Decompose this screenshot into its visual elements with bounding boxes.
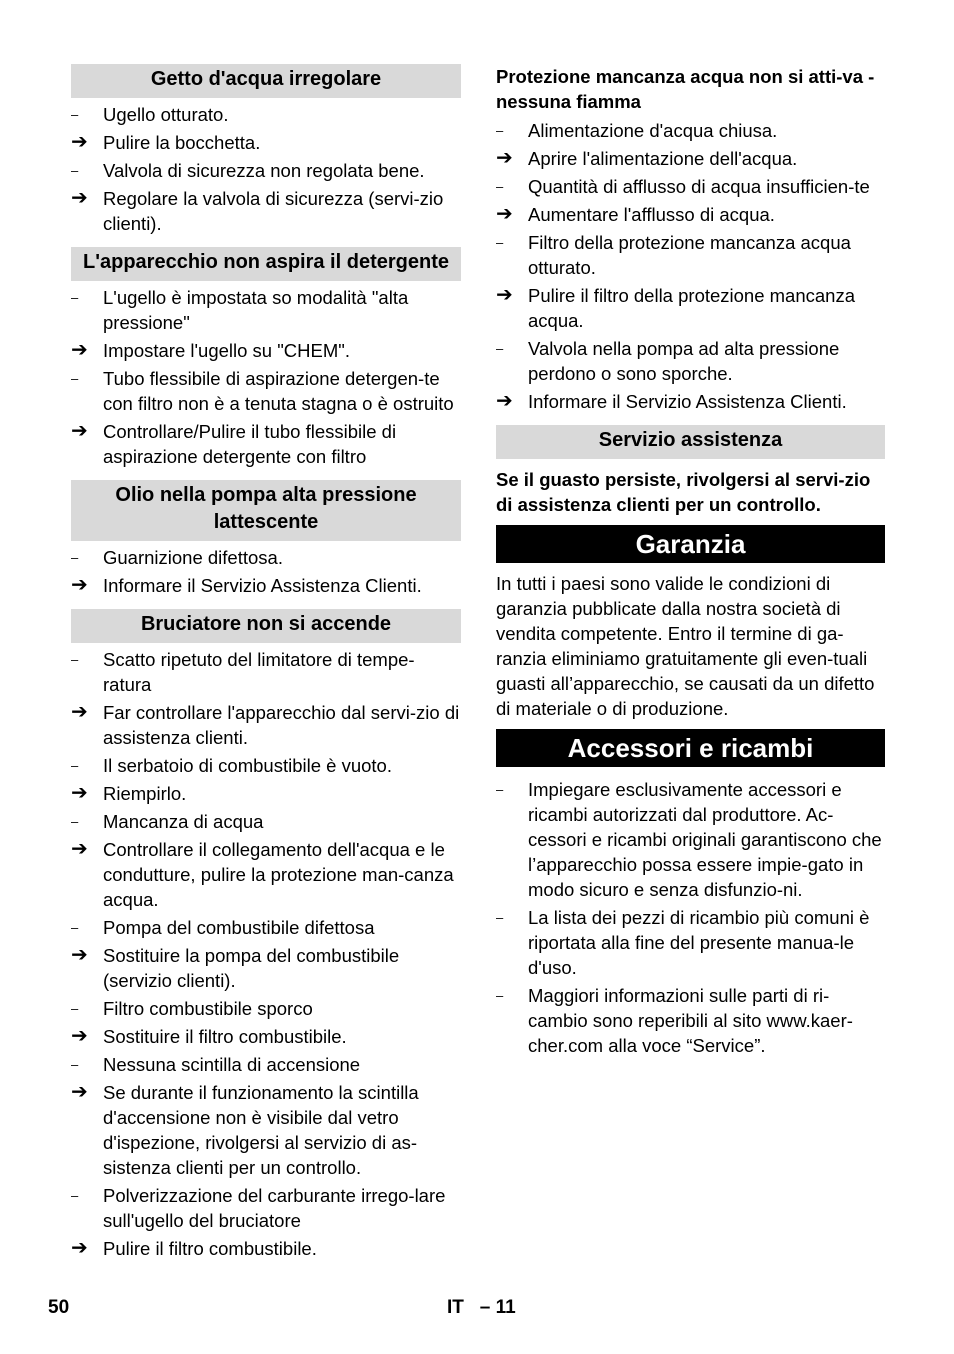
list-item-text: Se durante il funzionamento la scintilla d'accensione non è visibile dal vetro d'ispezione, rivolgersi al servizio di as-sistenza clienti per un controllo.: [103, 1082, 419, 1178]
list-item: [496, 777, 885, 902]
list-item: [496, 146, 885, 171]
list-item: [71, 366, 461, 416]
list-item: [71, 285, 461, 335]
list-item-text: Nessuna scintilla di accensione: [103, 1054, 361, 1075]
arrow-right-icon: ➔: [71, 1237, 88, 1259]
list-item-text: Sostituire il filtro combustibile.: [103, 1026, 347, 1047]
list-item: [496, 230, 885, 280]
list-item: [71, 186, 461, 236]
service-heading: Servizio assistenza: [496, 425, 885, 459]
dash-icon: –: [496, 988, 504, 1003]
arrow-right-icon: ➔: [71, 187, 88, 209]
list-item-text: Tubo flessibile di aspirazione detergen-te con filtro non è a tenuta stagna o è ostruito: [103, 368, 454, 414]
right-column: [496, 64, 885, 1069]
list-item-text: Aumentare l'afflusso di acqua.: [528, 204, 775, 225]
section-heading: Olio nella pompa alta pressione lattescente: [71, 480, 461, 541]
list-item-text: Scatto ripetuto del limitatore di tempe-ratura: [103, 649, 415, 695]
list-item: [71, 996, 461, 1021]
page-number: 50: [48, 1297, 70, 1318]
arrow-right-icon: ➔: [71, 1025, 88, 1047]
list-item-text: L'ugello è impostata so modalità "alta pressione": [103, 287, 409, 333]
arrow-right-icon: ➔: [496, 147, 513, 169]
water-protection-list: [496, 114, 885, 425]
list-item: [496, 983, 885, 1058]
list-item: [71, 753, 461, 778]
list-item-text: Controllare il collegamento dell'acqua e le condutture, pulire la protezione man-canza acqua.: [103, 839, 454, 910]
dash-icon: –: [71, 163, 79, 178]
left-column: [71, 64, 461, 1272]
list-item: [71, 419, 461, 469]
list-item-text: Pulire il filtro combustibile.: [103, 1238, 317, 1259]
list-item: [71, 158, 461, 183]
list-item-text: Filtro della protezione mancanza acqua otturato.: [528, 232, 851, 278]
language-page-label: IT – 11: [447, 1297, 516, 1318]
arrow-right-icon: ➔: [71, 838, 88, 860]
dash-icon: –: [71, 1057, 79, 1072]
arrow-right-icon: ➔: [496, 390, 513, 412]
list-item-text: Aprire l'alimentazione dell'acqua.: [528, 148, 798, 169]
list-item: [496, 118, 885, 143]
list-item-text: Pompa del combustibile difettosa: [103, 917, 375, 938]
list-item: [71, 1052, 461, 1077]
list-item: [71, 700, 461, 750]
arrow-right-icon: ➔: [71, 574, 88, 596]
section-heading: Getto d'acqua irregolare: [71, 64, 461, 98]
list-item: [71, 781, 461, 806]
dash-icon: –: [496, 179, 504, 194]
arrow-right-icon: ➔: [496, 203, 513, 225]
list-item-text: Far controllare l'apparecchio dal servi-zio di assistenza clienti.: [103, 702, 460, 748]
section-list: [71, 98, 461, 247]
arrow-right-icon: ➔: [71, 782, 88, 804]
list-item: [71, 1080, 461, 1180]
list-item-text: Valvola nella pompa ad alta pressione perdono o sono sporche.: [528, 338, 840, 384]
list-item: [71, 1183, 461, 1233]
list-item: [71, 1236, 461, 1261]
list-item: [71, 915, 461, 940]
dash-icon: –: [71, 920, 79, 935]
list-item-text: Guarnizione difettosa.: [103, 547, 283, 568]
list-item: [496, 202, 885, 227]
list-item: [71, 573, 461, 598]
dash-icon: –: [71, 652, 79, 667]
section-list: [71, 281, 461, 480]
list-item: [496, 336, 885, 386]
list-item-text: Filtro combustibile sporco: [103, 998, 313, 1019]
dash-icon: –: [496, 782, 504, 797]
list-item: [71, 809, 461, 834]
section-heading: L'apparecchio non aspira il detergente: [71, 247, 461, 281]
dash-icon: –: [71, 1001, 79, 1016]
list-item-text: Ugello otturato.: [103, 104, 229, 125]
list-item-text: Pulire il filtro della protezione mancanza acqua.: [528, 285, 856, 331]
list-item-text: Controllare/Pulire il tubo flessibile di aspirazione detergente con filtro: [103, 421, 397, 467]
list-item-text: Sostituire la pompa del combustibile (servizio clienti).: [103, 945, 400, 991]
dash-icon: –: [71, 550, 79, 565]
list-item: [496, 905, 885, 980]
list-item-text: Informare il Servizio Assistenza Clienti.: [103, 575, 422, 596]
accessories-heading: Accessori e ricambi: [496, 729, 885, 767]
warranty-text: In tutti i paesi sono valide le condizioni di garanzia pubblicate dalla nostra società di vendita competente. Entro il termine di ga-ranzia eliminiamo gratuitamente gli even-tuali guasti all’apparecchio, se causati da un difetto di materiale o di produzione.: [496, 573, 875, 719]
list-item-text: Maggiori informazioni sulle parti di ri-cambio sono reperibili al sito www.kaer-cher.com alla voce “Service”.: [528, 985, 853, 1056]
list-item-text: La lista dei pezzi di ricambio più comuni è riportata alla fine del presente manua-le d'uso.: [528, 907, 870, 978]
section-heading: Bruciatore non si accende: [71, 609, 461, 643]
list-item: [71, 102, 461, 127]
dash-icon: –: [71, 758, 79, 773]
list-item: [71, 1024, 461, 1049]
dash-icon: –: [496, 123, 504, 138]
dash-icon: –: [496, 235, 504, 250]
list-item-text: Valvola di sicurezza non regolata bene.: [103, 160, 425, 181]
arrow-right-icon: ➔: [496, 284, 513, 306]
list-item: [71, 338, 461, 363]
section-list: [71, 643, 461, 1272]
dash-icon: –: [71, 290, 79, 305]
arrow-right-icon: ➔: [71, 131, 88, 153]
list-item: [71, 130, 461, 155]
list-item-text: Mancanza di acqua: [103, 811, 264, 832]
list-item: [71, 647, 461, 697]
arrow-right-icon: ➔: [71, 1081, 88, 1103]
list-item-text: Regolare la valvola di sicurezza (servi-zio clienti).: [103, 188, 444, 234]
list-item: [496, 174, 885, 199]
arrow-right-icon: ➔: [71, 944, 88, 966]
list-item: [496, 283, 885, 333]
dash-icon: –: [71, 371, 79, 386]
arrow-right-icon: ➔: [71, 420, 88, 442]
arrow-right-icon: ➔: [71, 339, 88, 361]
list-item-text: Impostare l'ugello su "CHEM".: [103, 340, 350, 361]
dash-icon: –: [71, 107, 79, 122]
warranty-heading: Garanzia: [496, 525, 885, 563]
list-item-text: Polverizzazione del carburante irrego-lare sull'ugello del bruciatore: [103, 1185, 446, 1231]
dash-icon: –: [496, 341, 504, 356]
list-item-text: Riempirlo.: [103, 783, 187, 804]
list-item-text: Quantità di afflusso di acqua insufficien-te: [528, 176, 870, 197]
list-item-text: Pulire la bocchetta.: [103, 132, 261, 153]
accessories-list: [496, 767, 885, 1069]
list-item: [496, 389, 885, 414]
list-item-text: Alimentazione d'acqua chiusa.: [528, 120, 778, 141]
water-protection-heading: Protezione mancanza acqua non si atti-va - nessuna fiamma: [496, 66, 875, 112]
list-item-text: Informare il Servizio Assistenza Clienti.: [528, 391, 847, 412]
list-item-text: Impiegare esclusivamente accessori e ricambi autorizzati dal produttore. Ac-cessori e ricambi originali garantiscono che l’apparecchio possa essere impie-gato in modo sicuro e senza disfunzio-ni.: [528, 779, 882, 900]
service-text: Se il guasto persiste, rivolgersi al servi-zio di assistenza clienti per un controllo.: [496, 469, 871, 515]
dash-icon: –: [71, 814, 79, 829]
section-list: [71, 541, 461, 609]
dash-icon: –: [71, 1188, 79, 1203]
list-item: [71, 837, 461, 912]
list-item: [71, 943, 461, 993]
list-item-text: Il serbatoio di combustibile è vuoto.: [103, 755, 392, 776]
list-item: [71, 545, 461, 570]
arrow-right-icon: ➔: [71, 701, 88, 723]
dash-icon: –: [496, 910, 504, 925]
